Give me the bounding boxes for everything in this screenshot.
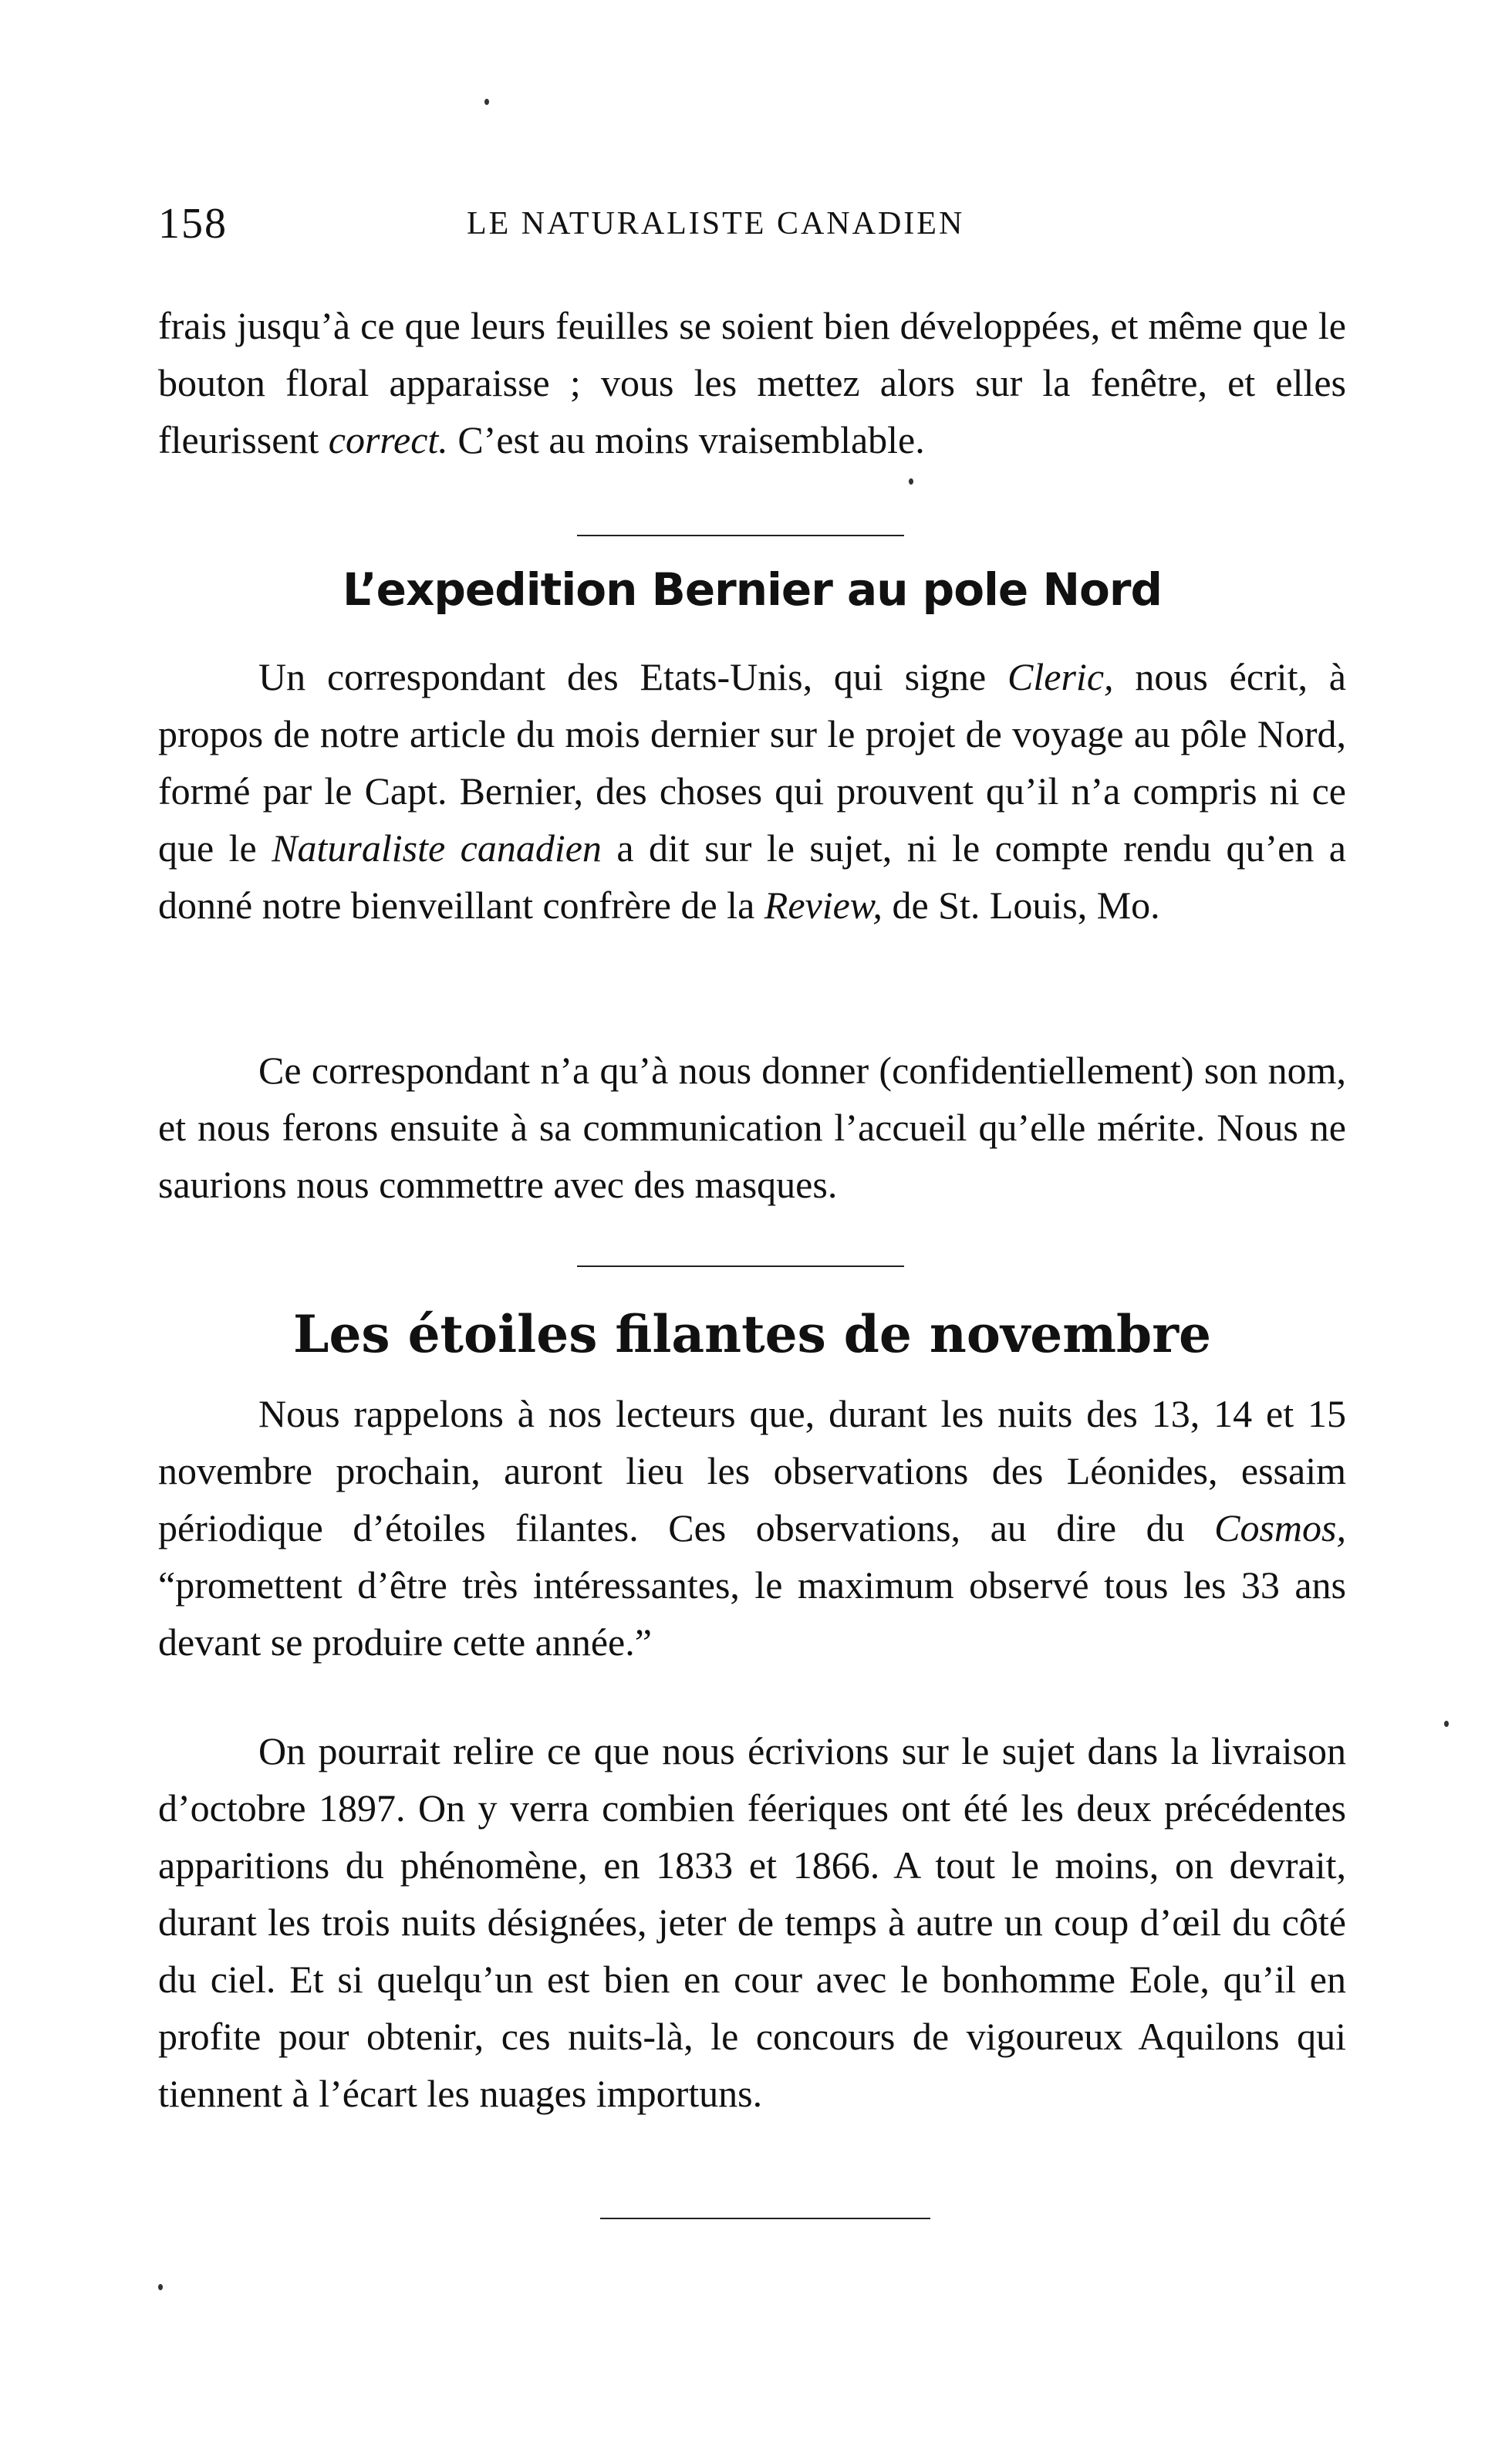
ink-speck — [1444, 1721, 1449, 1727]
section-divider — [600, 2218, 930, 2219]
section-heading-bernier: L’expedition Bernier au pole Nord — [343, 563, 1162, 616]
etoiles-paragraph-1: Nous rappelons à nos lecteurs que, durant les nuits des 13, 14 et 15 novembre prochain, auront lieu les observations des Léonides, essaim périodique d’étoiles filantes. Ces observations, au dire du Cosmos, “promettent d’être très intéressantes, le maximum observé tous les 33 ans devant se produire cette année.” — [158, 1392, 1346, 1664]
italic-title: Naturaliste canadien — [272, 826, 602, 870]
section-divider — [577, 1265, 904, 1267]
italic-title: Review, — [764, 884, 883, 927]
italic-word: Cleric, — [1007, 655, 1114, 698]
ink-speck — [484, 99, 489, 105]
section-divider — [577, 535, 904, 536]
italic-title: Cosmos, — [1214, 1506, 1346, 1549]
bernier-paragraph-2: Ce correspondant n’a qu’à nous donner (confidentiellement) son nom, et nous ferons ensuite à sa communication l’accueil qu’elle mérite. Nous ne saurions nous commettre avec des masques. — [158, 1049, 1346, 1206]
section-heading-etoiles: Les étoiles filantes de novembre — [293, 1304, 1211, 1364]
italic-word: correct. — [328, 418, 448, 461]
intro-paragraph: frais jusqu’à ce que leurs feuilles se soient bien développées, et même que le bouton floral apparaisse ; vous les mettez alors sur la fenêtre, et elles fleurissent correct. C’est au moins vraisemblable. — [158, 304, 1346, 461]
page-number: 158 — [158, 200, 228, 248]
etoiles-paragraph-2: On pourrait relire ce que nous écrivions sur le sujet dans la livraison d’octobre 1897. On y verra combien féeriques ont été les deux précédentes apparitions du phénomène, en 1833 et 1866. A tout le moins, on devrait, durant les trois nuits désignées, jeter de temps à autre un coup d’œil du côté du ciel. Et si quelqu’un est bien en cour avec le bonhomme Eole, qu’il en profite pour obtenir, ces nuits-là, le concours de vigoureux Aquilons qui tiennent à l’écart les nuages importuns. — [158, 1729, 1346, 2115]
page-header — [158, 199, 1346, 253]
running-head: LE NATURALISTE CANADIEN — [467, 206, 965, 242]
bernier-paragraph-1: Un correspondant des Etats-Unis, qui signe Cleric, nous écrit, à propos de notre article du mois dernier sur le projet de voyage au pôle Nord, formé par le Capt. Bernier, des choses qui prouvent qu’il n’a compris ni ce que le Naturaliste canadien a dit sur le sujet, ni le compte rendu qu’en a donné notre bienveillant confrère de la Review, de St. Louis, Mo. — [158, 655, 1346, 927]
ink-speck — [158, 2284, 163, 2290]
ink-speck — [909, 478, 913, 485]
